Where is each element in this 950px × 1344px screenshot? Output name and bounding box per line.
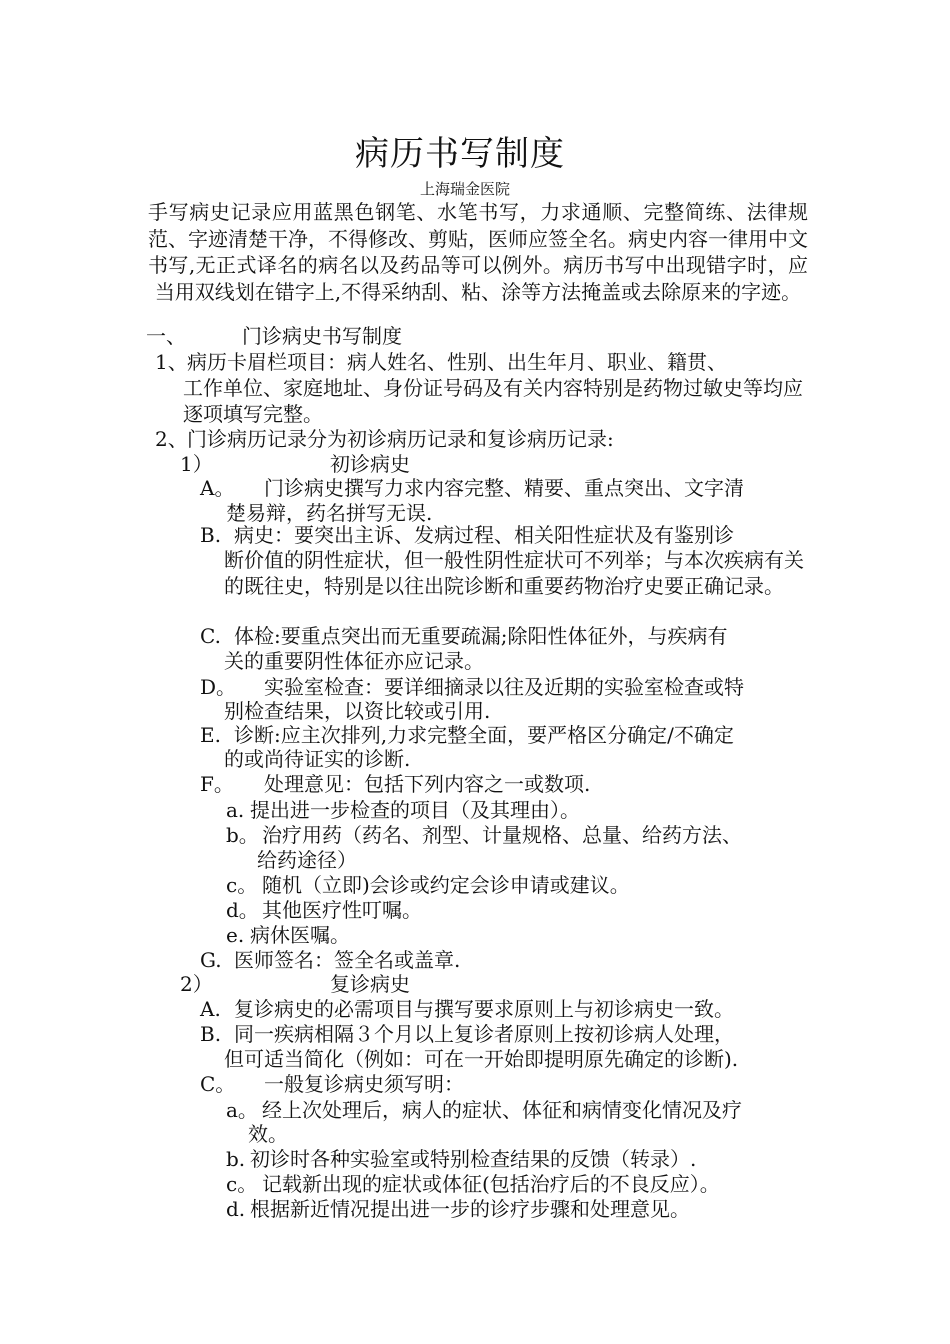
- sub-1-a-first-line: 门诊病史撰写力求内容完整、精要、重点突出、文字清: [264, 476, 744, 500]
- sub-1-d-first-line: 实验室检查：要详细摘录以往及近期的实验室检查或特: [264, 675, 744, 699]
- sub-1-fe-text: 病休医嘱。: [250, 923, 350, 947]
- sub-2-c-label: C。: [200, 1072, 236, 1096]
- sub-1-e-rest: 的或尚待证实的诊断.: [224, 747, 411, 771]
- sub-1-fc-label: c。: [226, 873, 258, 897]
- sub-2-cc-label: c。: [226, 1172, 258, 1196]
- sub-1-e-label: E.: [200, 723, 221, 747]
- item-2-text: 门诊病历记录分为初诊病历记录和复诊病历记录:: [187, 427, 614, 451]
- item-2-number: 2、: [155, 427, 188, 451]
- sub-1-number: 1）: [180, 452, 213, 476]
- sub-2-cd-text: 根据新近情况提出进一步的诊疗步骤和处理意见。: [250, 1197, 690, 1221]
- sub-1-fa-label: a.: [226, 798, 245, 822]
- sub-1-a-rest: 楚易辩，药名拼写无误.: [226, 501, 433, 525]
- sub-2-a-label: A.: [200, 997, 221, 1021]
- sub-2-b-first-line: 同一疾病相隔３个月以上复诊者原则上按初诊病人处理，: [234, 1022, 734, 1046]
- sub-2-c-text: 一般复诊病史须写明：: [264, 1072, 464, 1096]
- item-1-rest: 工作单位、家庭地址、身份证号码及有关内容特别是药物过敏史等均应逐项填写完整。: [183, 376, 803, 426]
- sub-1-a-label: A。: [200, 476, 235, 500]
- sub-1-fc-text: 随机（立即)会诊或约定会诊申请或建议。: [262, 873, 630, 897]
- sub-2-ca-first-line: 经上次处理后，病人的症状、体征和病情变化情况及疗: [262, 1098, 742, 1122]
- sub-1-fa-text: 提出进一步检查的项目（及其理由）。: [250, 798, 580, 822]
- item-1-number: 1、: [155, 350, 188, 374]
- sub-1-fb-rest: 给药途径）: [257, 848, 357, 872]
- sub-2-b-label: B.: [200, 1022, 222, 1046]
- sub-2-b-rest: 但可适当简化（例如：可在一开始即提明原先确定的诊断).: [224, 1047, 739, 1071]
- sub-2-ca-label: a。: [226, 1098, 258, 1122]
- sub-1-d-label: D。: [200, 675, 237, 699]
- sub-2-cd-label: d.: [226, 1197, 246, 1221]
- sub-1-fe-label: e.: [226, 923, 245, 947]
- sub-1-fb-first-line: 治疗用药（药名、剂型、计量规格、总量、给药方法、: [262, 823, 742, 847]
- sub-2-heading: 复诊病史: [330, 972, 410, 996]
- page-title: 病历书写制度: [355, 134, 565, 174]
- sub-1-fb-label: b。: [226, 823, 259, 847]
- sub-2-cb-label: b.: [226, 1147, 246, 1171]
- section-1-number: 一、: [146, 324, 186, 348]
- sub-1-g-text: 医师签名：签全名或盖章.: [234, 948, 461, 972]
- sub-1-d-rest: 别检查结果，以资比较或引用.: [224, 699, 491, 723]
- sub-1-fd-label: d。: [226, 898, 259, 922]
- sub-1-c-label: C.: [200, 624, 221, 648]
- sub-1-heading: 初诊病史: [330, 452, 410, 476]
- sub-1-b-label: B.: [200, 523, 222, 547]
- sub-1-c-first-line: 体检:要重点突出而无重要疏漏;除阳性体征外，与疾病有: [234, 624, 728, 648]
- sub-1-b-rest: 断价值的阴性症状，但一般性阴性症状可不列举；与本次疾病有关的既往史，特别是以往出院诊断和重要药物治疗史要正确记录。: [224, 548, 804, 598]
- page-subtitle: 上海瑞金医院: [419, 180, 510, 198]
- sub-1-f-label: F。: [200, 772, 234, 796]
- sub-2-a-text: 复诊病史的必需项目与撰写要求原则上与初诊病史一致。: [234, 997, 734, 1021]
- intro-paragraph: 手写病史记录应用蓝黑色钢笔、水笔书写，力求通顺、完整简练、法律规范、字迹清楚干净，不得修改、剪贴，医师应签全名。病史内容一律用中文书写,无正式译名的病名以及药品等可以例外。病历书写中出现错字时，应当用双线划在错字上,不得采纳刮、粘、涂等方法掩盖或去除原来的字迹。: [148, 200, 808, 304]
- sub-1-f-text: 处理意见：包括下列内容之一或数项.: [264, 772, 591, 796]
- sub-1-b-first-line: 病史：要突出主诉、发病过程、相关阳性症状及有鉴别诊: [234, 523, 734, 547]
- sub-2-cc-text: 记载新出现的症状或体征(包括治疗后的不良反应）。: [262, 1172, 720, 1196]
- sub-2-cb-text: 初诊时各种实验室或特别检查结果的反馈（转录）.: [250, 1147, 697, 1171]
- sub-1-c-rest: 关的重要阴性体征亦应记录。: [224, 649, 484, 673]
- sub-1-g-label: G.: [200, 948, 222, 972]
- section-1-heading: 门诊病史书写制度: [242, 324, 402, 348]
- sub-2-number: 2）: [180, 972, 213, 996]
- sub-1-e-first-line: 诊断:应主次排列,力求完整全面，要严格区分确定/不确定: [234, 723, 734, 747]
- item-1-first-line: 病历卡眉栏项目：病人姓名、性别、出生年月、职业、籍贯、: [187, 350, 727, 374]
- sub-1-fd-text: 其他医疗性叮嘱。: [262, 898, 422, 922]
- sub-2-ca-rest: 效。: [248, 1122, 288, 1146]
